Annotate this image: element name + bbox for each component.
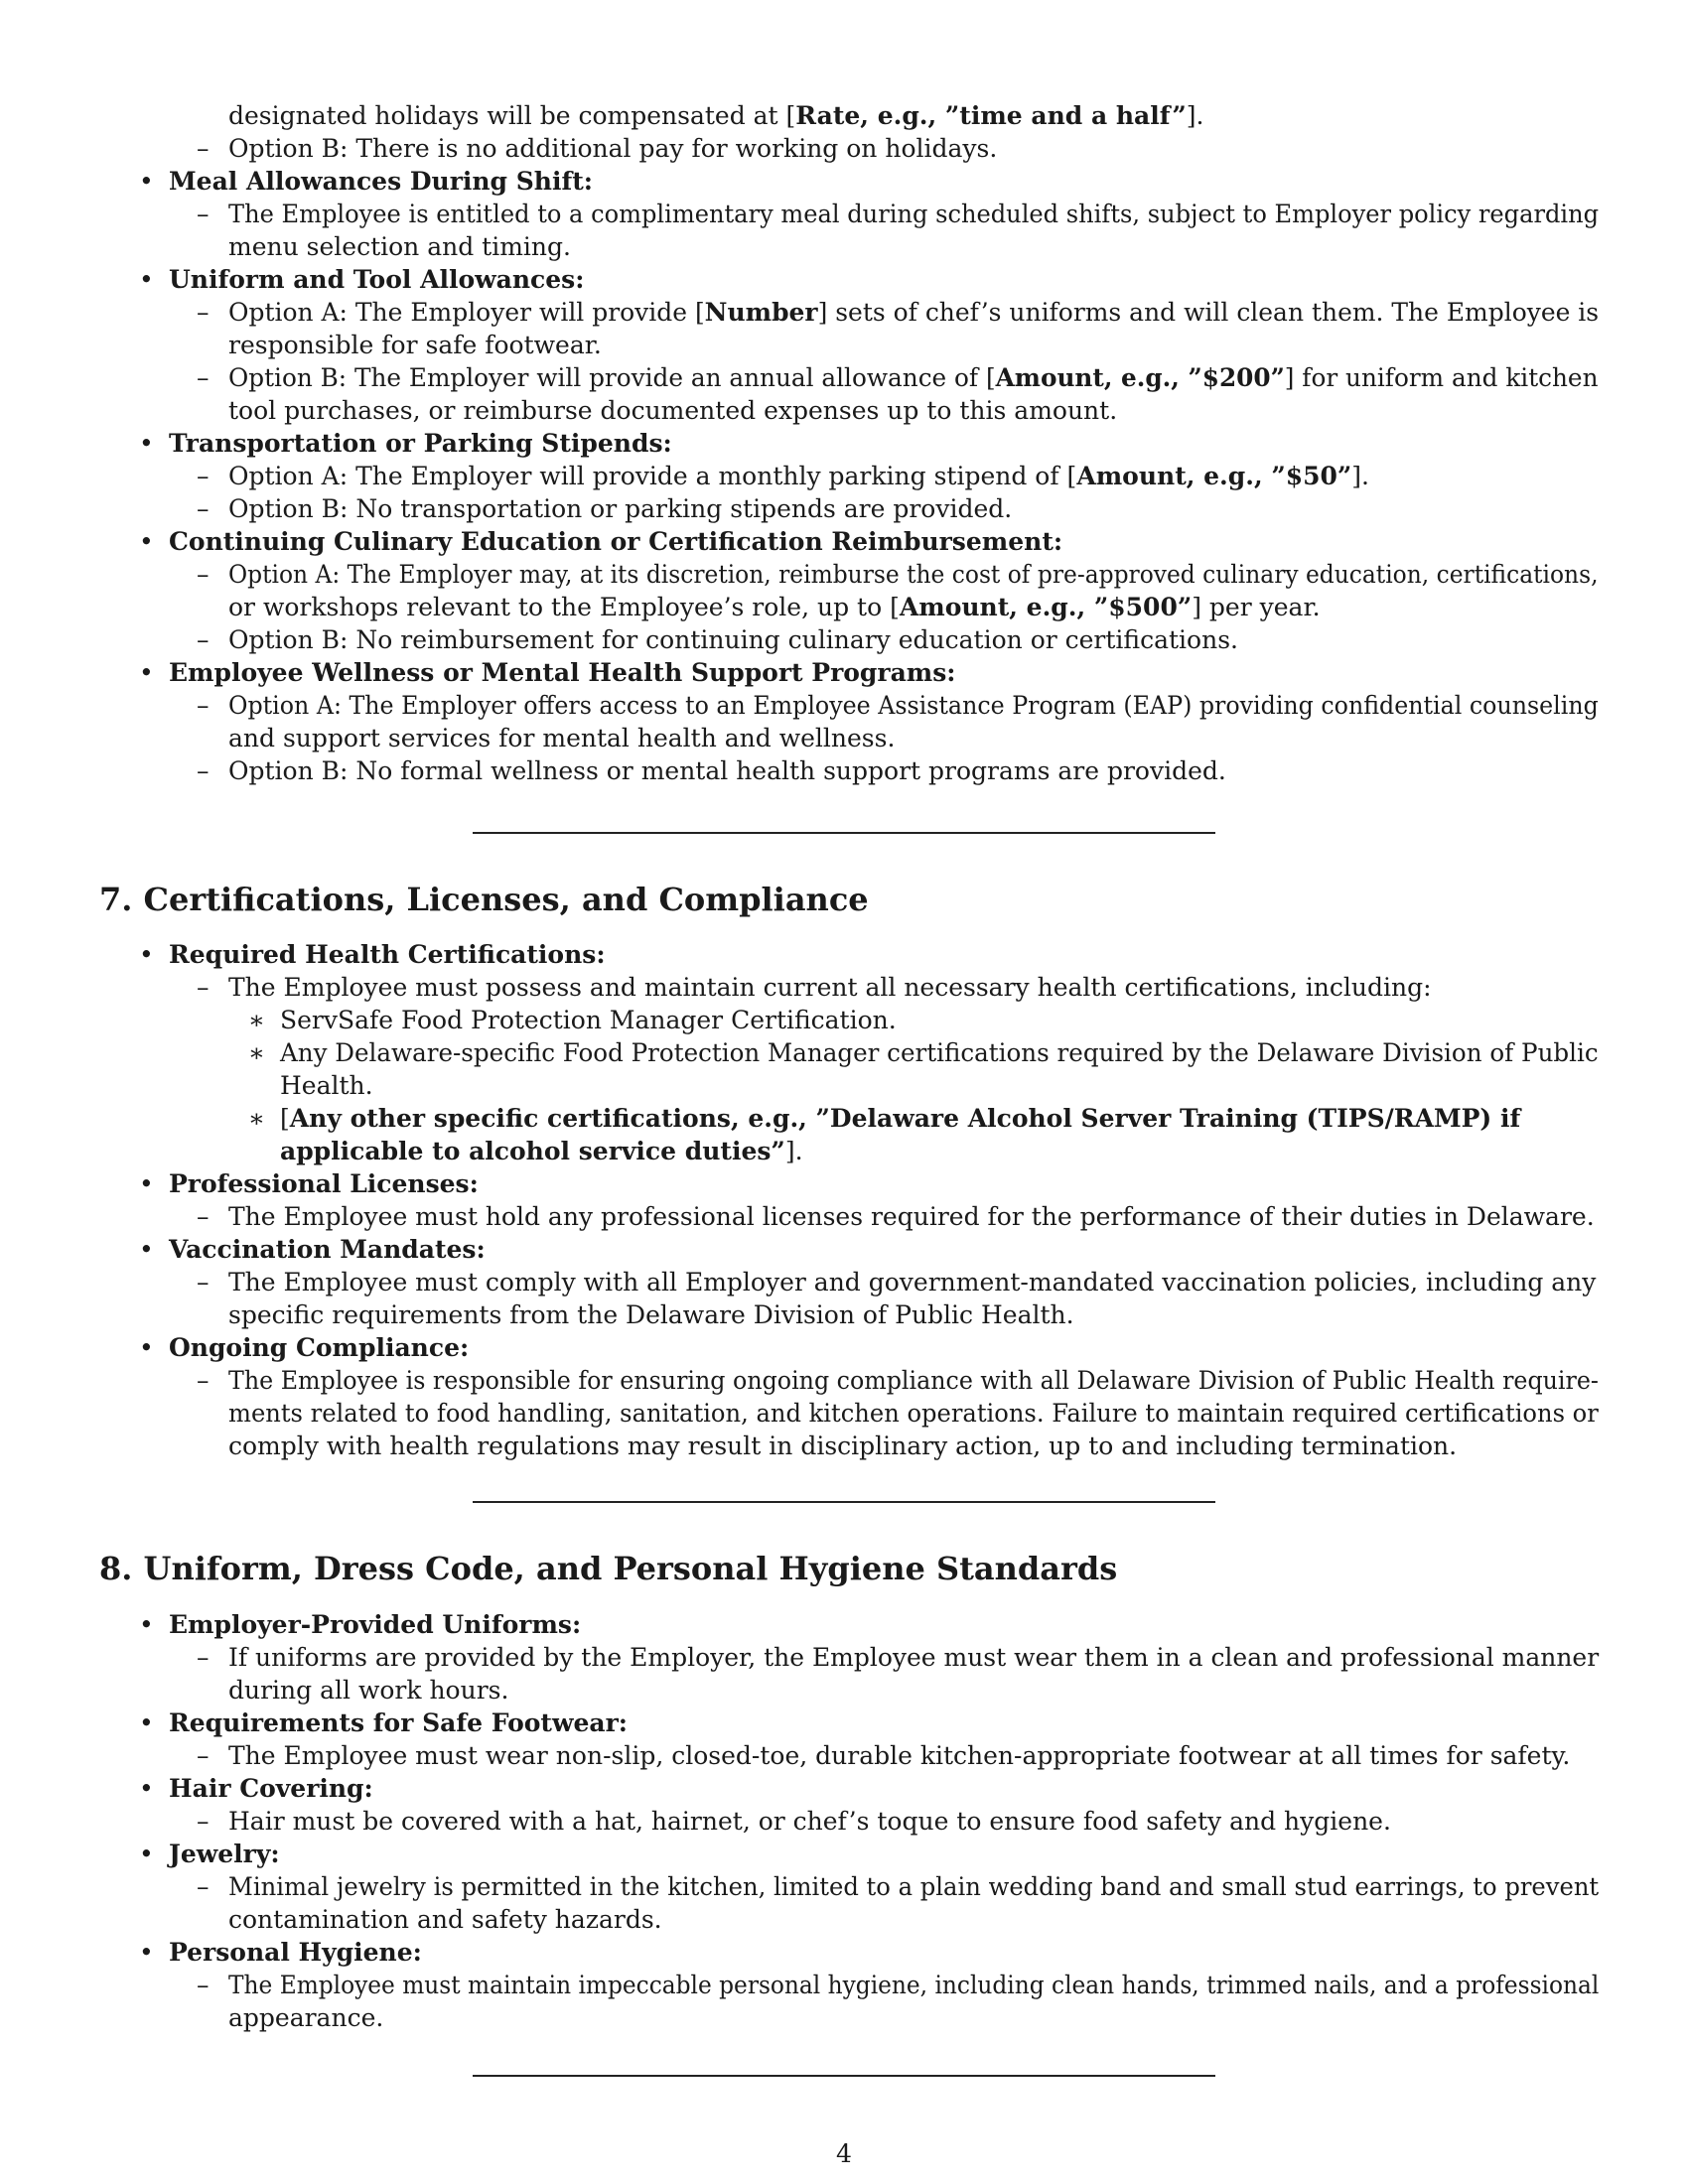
bullet-marker: • — [139, 1840, 154, 1868]
item-heading: Required Health Certifications: — [169, 940, 606, 969]
list-item: The Employee must maintain impeccable personal hygiene, including clean hands, trimmed nails, and a professional — [228, 1971, 1600, 1999]
dash-marker: – — [197, 1971, 210, 1999]
page-number: 4 — [836, 2139, 852, 2168]
bullet-marker: • — [139, 1169, 154, 1198]
bullet-marker: • — [139, 1333, 154, 1362]
list-item: The Employee must wear non-slip, closed-toe, durable kitchen-appropriate footwear at all times for safety. — [228, 1741, 1571, 1770]
list-item-continued: comply with health regulations may result in disciplinary action, up to and including termination. — [228, 1432, 1458, 1460]
bullet-marker: • — [139, 1235, 154, 1264]
item-heading: Vaccination Mandates: — [169, 1235, 486, 1264]
item-heading: Hair Covering: — [169, 1774, 373, 1803]
bullet-marker: • — [139, 265, 154, 294]
dash-marker: – — [197, 462, 210, 490]
sub-list-item-continued: applicable to alcohol service duties”]. — [280, 1137, 803, 1165]
item-heading: Employer-Provided Uniforms: — [169, 1610, 582, 1639]
bullet-marker: • — [139, 167, 154, 196]
text-line: designated holidays will be compensated at [Rate, e.g., ”time and a half”]. — [228, 101, 1204, 130]
section-heading: 8. Uniform, Dress Code, and Personal Hygiene Standards — [99, 1550, 1118, 1587]
dash-marker: – — [197, 625, 210, 654]
bullet-marker: • — [139, 1938, 154, 1967]
sub-list-item: Any Delaware-specific Food Protection Manager certifications required by the Delaware Division of Public — [280, 1038, 1599, 1067]
dash-marker: – — [197, 560, 210, 589]
dash-marker: – — [197, 691, 210, 720]
item-heading: Personal Hygiene: — [169, 1938, 422, 1967]
list-item: Option A: The Employer will provide [Number] sets of chef’s uniforms and will clean them. The Employee is — [228, 298, 1600, 327]
dash-marker: – — [197, 1643, 210, 1672]
list-item-continued: or workshops relevant to the Employee’s role, up to [Amount, e.g., ”$500”] per year. — [228, 593, 1321, 621]
list-item: The Employee is entitled to a complimentary meal during scheduled shifts, subject to Employer policy regarding — [228, 200, 1600, 228]
list-item-continued: responsible for safe footwear. — [228, 331, 602, 359]
bullet-marker: • — [139, 658, 154, 687]
dash-marker: – — [197, 298, 210, 327]
list-item: Option B: No transportation or parking stipends are provided. — [228, 494, 1013, 523]
list-item: Option B: No formal wellness or mental health support programs are provided. — [228, 756, 1226, 785]
list-item-continued: tool purchases, or reimburse documented expenses up to this amount. — [228, 396, 1118, 425]
list-item: The Employee must possess and maintain current all necessary health certifications, including: — [228, 973, 1432, 1002]
dash-marker: – — [197, 1202, 210, 1231]
benefit-heading: Transportation or Parking Stipends: — [169, 429, 672, 458]
list-item-continued: during all work hours. — [228, 1676, 509, 1705]
dash-marker: – — [197, 134, 210, 163]
dash-marker: – — [197, 1741, 210, 1770]
dash-marker: – — [197, 363, 210, 392]
list-item: Option B: No reimbursement for continuing culinary education or certifications. — [228, 625, 1238, 654]
star-marker: ∗ — [248, 1038, 265, 1067]
bullet-marker: • — [139, 1708, 154, 1737]
benefit-heading: Continuing Culinary Education or Certification Reimbursement: — [169, 527, 1063, 556]
bullet-marker: • — [139, 429, 154, 458]
benefit-heading: Uniform and Tool Allowances: — [169, 265, 585, 294]
section-divider — [473, 832, 1215, 834]
item-heading: Jewelry: — [169, 1840, 280, 1868]
section-divider — [473, 1501, 1215, 1503]
list-item-continued: contamination and safety hazards. — [228, 1905, 662, 1934]
list-item-continued: appearance. — [228, 2003, 384, 2032]
dash-marker: – — [197, 200, 210, 228]
list-item: Option A: The Employer offers access to an Employee Assistance Program (EAP) providing confidential counseling — [228, 691, 1599, 720]
star-marker: ∗ — [248, 1006, 265, 1034]
list-item: Option A: The Employer may, at its discretion, reimburse the cost of pre-approved culinary education, certifications, — [228, 560, 1599, 589]
bullet-marker: • — [139, 527, 154, 556]
dash-marker: – — [197, 756, 210, 785]
item-heading: Requirements for Safe Footwear: — [169, 1708, 628, 1737]
dash-marker: – — [197, 494, 210, 523]
bullet-marker: • — [139, 1774, 154, 1803]
list-item: Option B: The Employer will provide an annual allowance of [Amount, e.g., ”$200”] for uniform and kitchen — [228, 363, 1599, 392]
dash-marker: – — [197, 973, 210, 1002]
sub-list-item-continued: Health. — [280, 1071, 373, 1100]
benefit-heading: Meal Allowances During Shift: — [169, 167, 593, 196]
list-item: The Employee is responsible for ensuring ongoing compliance with all Delaware Division of Public Health require- — [228, 1366, 1599, 1395]
list-item: The Employee must hold any professional licenses required for the performance of their duties in Delaware. — [228, 1202, 1595, 1231]
section-divider — [473, 2075, 1215, 2077]
dash-marker: – — [197, 1268, 210, 1297]
item-heading: Professional Licenses: — [169, 1169, 479, 1198]
dash-marker: – — [197, 1366, 210, 1395]
benefit-heading: Employee Wellness or Mental Health Support Programs: — [169, 658, 956, 687]
star-marker: ∗ — [248, 1104, 265, 1133]
list-item: Minimal jewelry is permitted in the kitchen, limited to a plain wedding band and small stud earrings, to prevent — [228, 1872, 1600, 1901]
list-item: Hair must be covered with a hat, hairnet, or chef’s toque to ensure food safety and hygiene. — [228, 1807, 1391, 1836]
list-item: The Employee must comply with all Employer and government-mandated vaccination policies, including any — [228, 1268, 1597, 1297]
item-heading: Ongoing Compliance: — [169, 1333, 470, 1362]
list-item-continued: and support services for mental health and wellness. — [228, 724, 896, 752]
section-heading: 7. Certifications, Licenses, and Compliance — [99, 881, 869, 918]
sub-list-item: [Any other specific certifications, e.g., ”Delaware Alcohol Server Training (TIPS/RAMP) if — [280, 1104, 1521, 1133]
bullet-marker: • — [139, 940, 154, 969]
list-item-continued: specific requirements from the Delaware Division of Public Health. — [228, 1300, 1074, 1329]
dash-marker: – — [197, 1872, 210, 1901]
dash-marker: – — [197, 1807, 210, 1836]
bullet-marker: • — [139, 1610, 154, 1639]
list-item: Option B: There is no additional pay for working on holidays. — [228, 134, 998, 163]
list-item: Option A: The Employer will provide a monthly parking stipend of [Amount, e.g., ”$50”]. — [228, 462, 1369, 490]
sub-list-item: ServSafe Food Protection Manager Certification. — [280, 1006, 897, 1034]
list-item-continued: menu selection and timing. — [228, 232, 571, 261]
list-item: If uniforms are provided by the Employer, the Employee must wear them in a clean and professional manner — [228, 1643, 1600, 1672]
list-item-continued: ments related to food handling, sanitation, and kitchen operations. Failure to maintain required certifications or — [228, 1399, 1599, 1428]
